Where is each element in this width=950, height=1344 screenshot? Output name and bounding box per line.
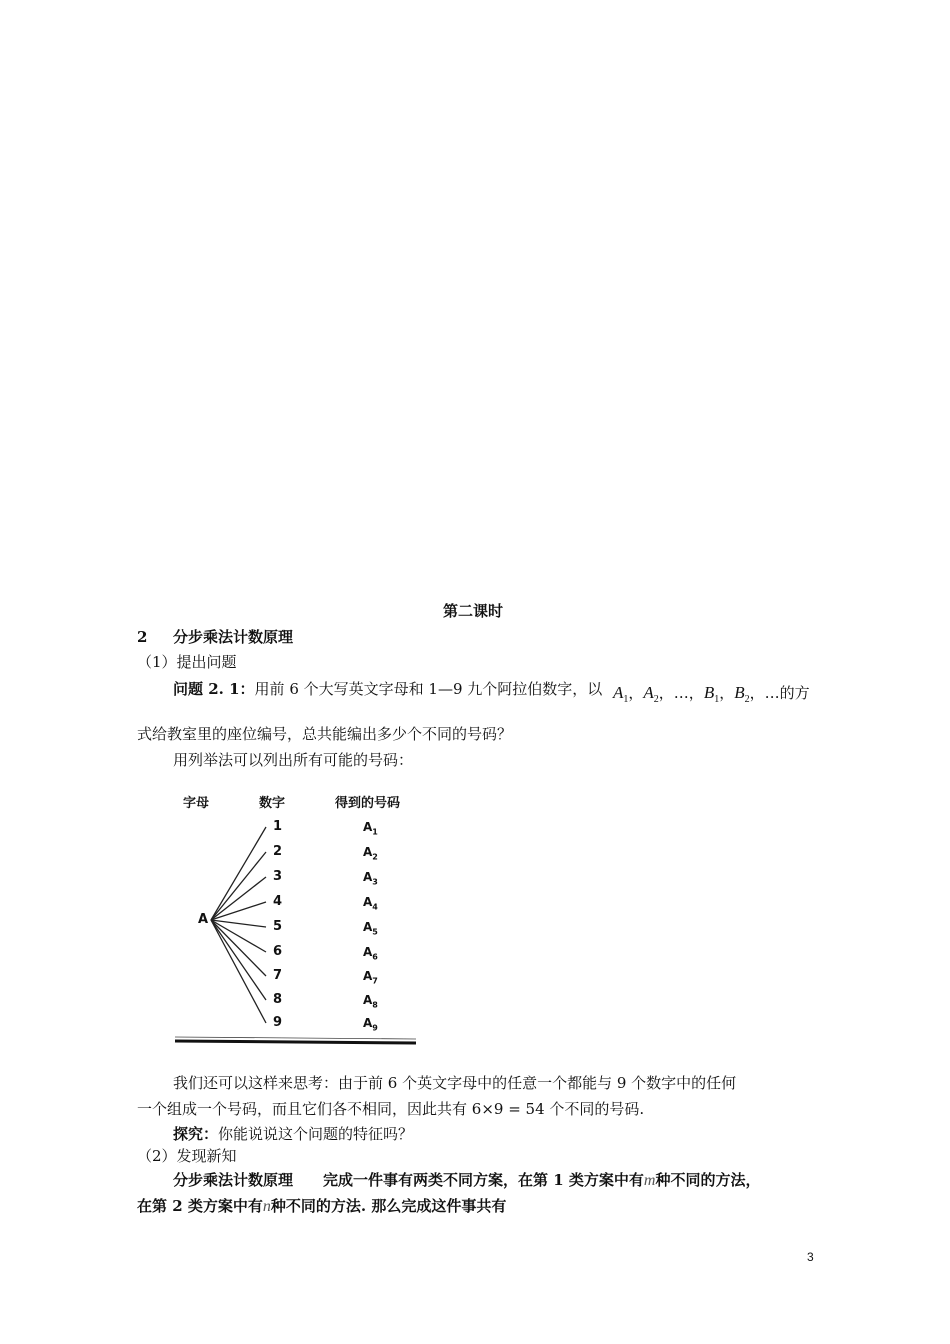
branch-line [211,852,266,920]
code-label: $A_8$ [363,993,378,1010]
code-label: $A_1$ [363,820,378,837]
code-label: $A_2$ [363,845,378,862]
problem-text-a: 用前 6 个大写英文字母和 1—9 九个阿拉伯数字，以 [254,680,603,698]
explore-label: 探究： [173,1125,219,1143]
var-n: n [262,1198,271,1215]
principle-text-a: 完成一件事有两类不同方案，在第 1 类方案中有 [323,1171,644,1189]
code-label: $A_9$ [363,1016,378,1033]
principle-text-d: 种不同的方法. 那么完成这件事共有 [270,1197,507,1215]
baseline-rule-thin [175,1037,416,1039]
header-letter: 字母 [183,796,210,811]
math-a2: $A_2$ [643,683,659,705]
branch-line [211,827,266,920]
principle-text-c: 在第 2 类方案中有 [137,1197,263,1215]
principle-label: 分步乘法计数原理 [173,1171,294,1189]
math-sequence [613,682,810,705]
math-sep: ，…的方 [749,684,810,702]
code-label: $A_7$ [363,969,378,986]
math-b2: $B_2$ [734,683,750,705]
code-label: $A_5$ [363,920,378,937]
problem-label: 问题 2. 1： [173,680,255,698]
explore-text: 你能说说这个问题的特征吗？ [218,1125,414,1143]
branch-line [211,920,266,1000]
math-sep: ， [719,684,735,702]
code-label: $A_4$ [363,895,378,912]
digit-label: 9 [273,1015,283,1030]
header-digit: 数字 [259,796,286,811]
principle-text-b: 种不同的方法， [655,1171,761,1189]
digit-label: 1 [273,819,283,834]
problem-line-1 [173,679,602,699]
problem-line-2: 式给教室里的座位编号，总共能编出多少个不同的号码？ [137,725,513,743]
math-b1: $B_1$ [703,683,720,705]
code-label: $A_3$ [363,870,378,887]
lesson-title: 第二课时 [443,602,504,620]
var-m: m [643,1172,656,1189]
section-number: 2 [137,628,148,646]
section-title: 分步乘法计数原理 [173,628,294,646]
part1-heading: （1）提出问题 [137,653,237,671]
digit-label: 5 [273,919,283,934]
branch-line [211,877,266,920]
baseline-rule [175,1041,416,1043]
branch-line [211,920,266,976]
root-letter: A [198,912,209,927]
math-sep: ，…， [658,684,704,702]
digit-label: 8 [273,992,283,1007]
tree-lines [170,778,425,1050]
listing-text: 用列举法可以列出所有可能的号码： [173,751,414,769]
reasoning-line-2: 一个组成一个号码，而且它们各不相同，因此共有 6×9 = 54 个不同的号码. [137,1100,645,1118]
digit-label: 4 [273,894,283,909]
math-a1: $A_1$ [613,683,629,705]
tree-diagram [170,778,425,1050]
digit-label: 6 [273,944,283,959]
branch-line [211,902,266,920]
part2-heading: （2）发现新知 [137,1147,237,1165]
explore-line [173,1124,413,1144]
principle-line-2 [137,1196,506,1217]
code-label: $A_6$ [363,945,378,962]
branch-line [211,920,266,927]
page-number: 3 [807,1250,814,1264]
header-code: 得到的号码 [335,796,401,811]
digit-label: 7 [273,968,283,983]
reasoning-line-1: 我们还可以这样来思考：由于前 6 个英文字母中的任意一个都能与 9 个数字中的任何 [173,1074,737,1092]
digit-label: 3 [273,869,283,884]
principle-line-1 [173,1170,760,1191]
math-sep: ， [628,684,644,702]
digit-label: 2 [273,844,283,859]
